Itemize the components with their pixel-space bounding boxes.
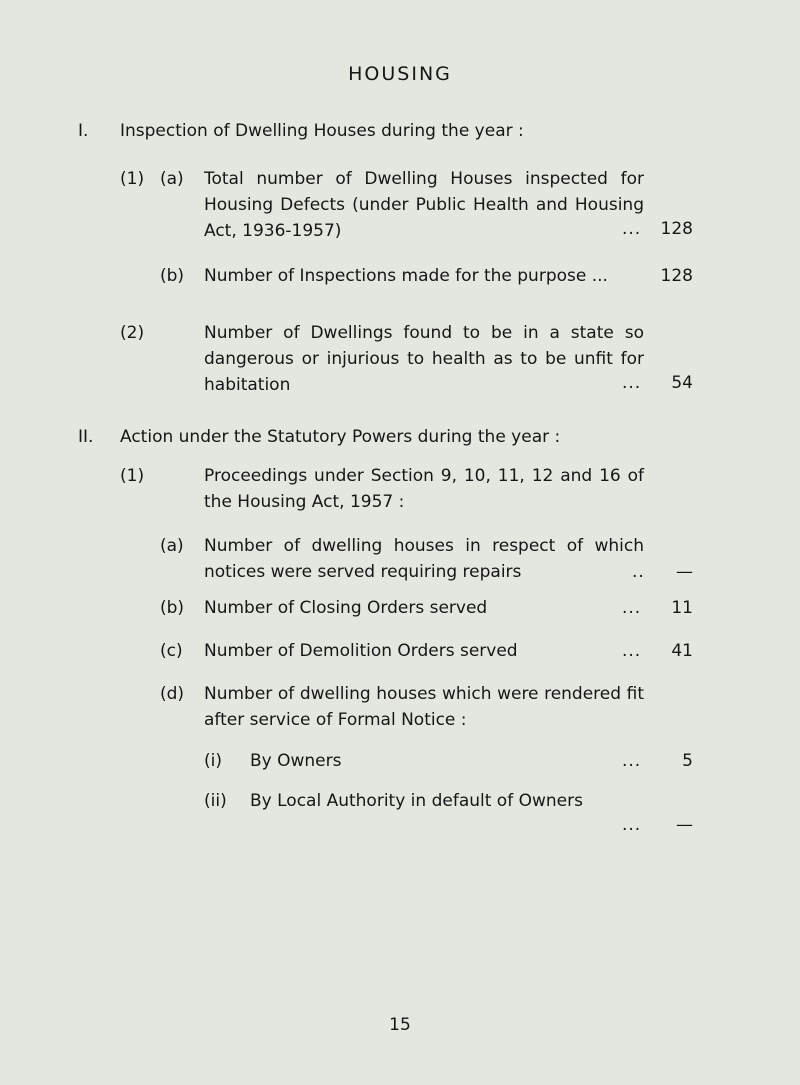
item-2d-i-dots: ...: [622, 751, 642, 771]
item-2-text: Number of Dwellings found to be in a state so dangerous or injurious to health as to be unfit for habitation: [204, 323, 644, 395]
item-2-value: 54: [671, 373, 693, 393]
item-2c-dots: ...: [622, 641, 642, 661]
item-2d-label: (d): [160, 684, 185, 704]
item-2c-text: Number of Demolition Orders served: [204, 641, 518, 661]
item-2d-ii-dots: ...: [622, 815, 642, 835]
item-2-dots: ...: [622, 373, 642, 393]
item-2d-i-text: By Owners: [250, 751, 342, 771]
item-1a-text: Total number of Dwelling Houses inspected for Housing Defects (under Public Health and Housing Act, 1936-1957): [204, 169, 644, 241]
item-2a-dots: ..: [632, 562, 645, 582]
item-2a-label: (a): [160, 536, 184, 556]
item-2d-ii-text: By Local Authority in default of Owners: [250, 791, 583, 811]
item-2a-value: —: [676, 562, 693, 582]
item-2d-i-value: 5: [682, 751, 693, 771]
page-title: HOUSING: [348, 63, 452, 85]
item-1b-label: (b): [160, 266, 185, 286]
section-1-heading: Inspection of Dwelling Houses during the year :: [120, 121, 524, 141]
item-2b-label: (b): [160, 598, 185, 618]
page-number: 15: [389, 1015, 411, 1035]
item-2d-i-label: (i): [204, 751, 222, 771]
item-2a-text: Number of dwelling houses in respect of which notices were served requiring repairs: [204, 536, 644, 582]
item-1b-text: Number of Inspections made for the purpose ...: [204, 266, 608, 286]
item-2d-ii-label: (ii): [204, 791, 227, 811]
section-2-numeral: II.: [78, 427, 94, 447]
item-2d-text: Number of dwelling houses which were rendered fit after service of Formal Notice :: [204, 684, 644, 730]
proceedings-text: Proceedings under Section 9, 10, 11, 12 and 16 of the Housing Act, 1957 :: [204, 466, 644, 512]
item-2b-value: 11: [671, 598, 693, 618]
item-2c-value: 41: [671, 641, 693, 661]
item-2c-label: (c): [160, 641, 183, 661]
item-1b-value: 128: [660, 266, 693, 286]
item-1-number: (1): [120, 169, 145, 189]
proceedings-number: (1): [120, 466, 145, 486]
item-2b-dots: ...: [622, 598, 642, 618]
item-2-number: (2): [120, 323, 145, 343]
section-2-heading: Action under the Statutory Powers during the year :: [120, 427, 561, 447]
section-1-numeral: I.: [78, 121, 89, 141]
item-1a-value: 128: [660, 219, 693, 239]
item-2b-text: Number of Closing Orders served: [204, 598, 488, 618]
item-1a-dots: ...: [622, 219, 642, 239]
item-2d-ii-value: —: [676, 815, 693, 835]
item-1a-label: (a): [160, 169, 184, 189]
